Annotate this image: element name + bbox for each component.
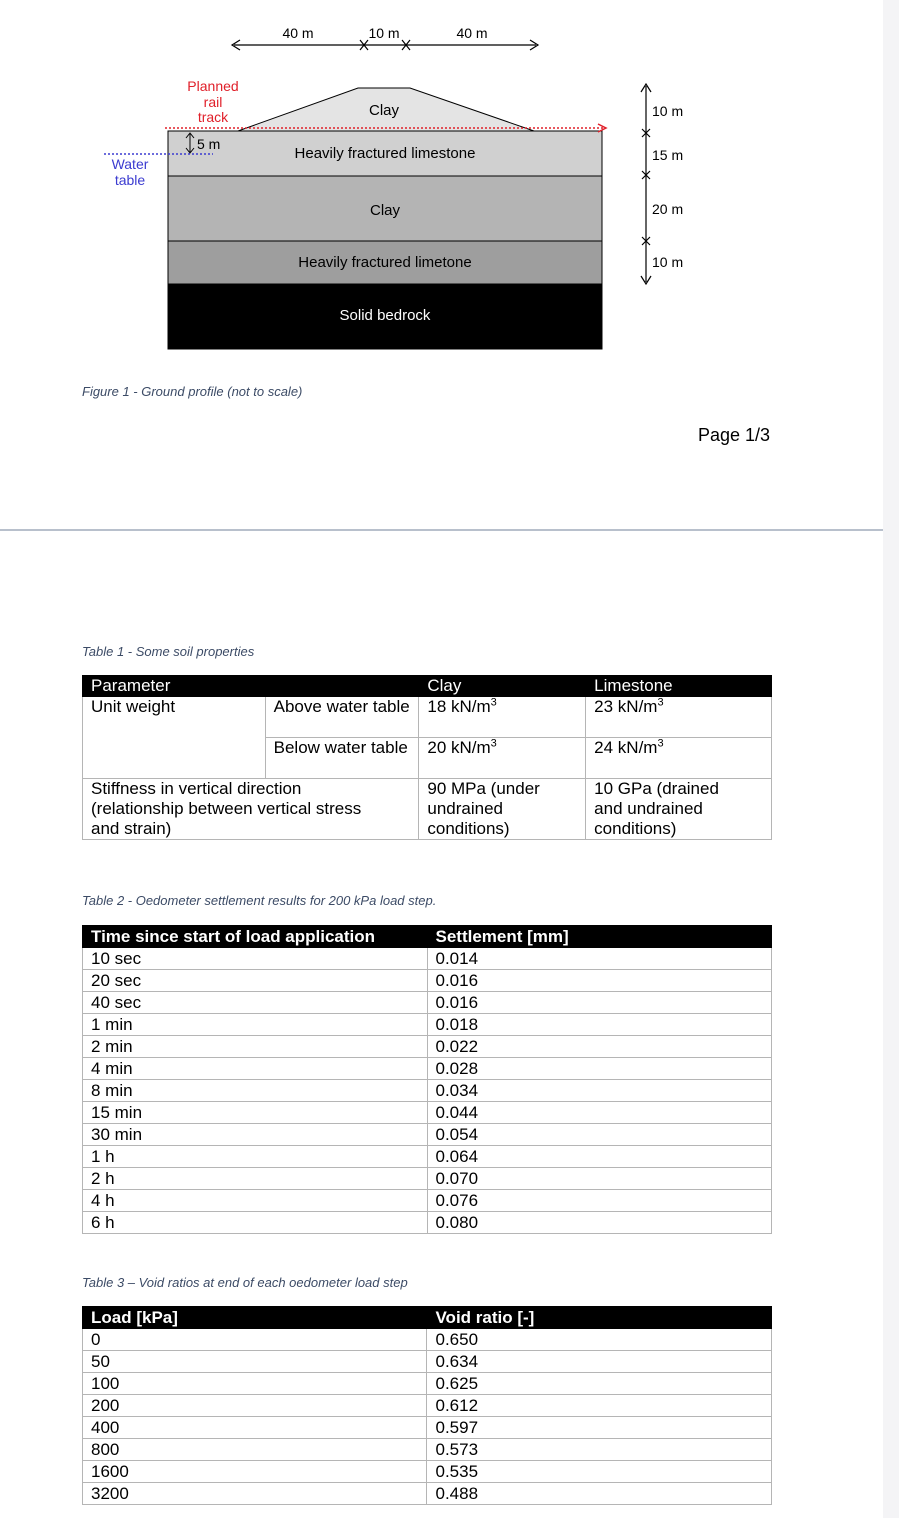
void-ratio-row: [83, 1483, 772, 1505]
settlement-row-cell: 10 sec: [83, 948, 428, 970]
void-ratio-row-cell: 0.650: [427, 1329, 772, 1351]
table2-header-row: [83, 926, 772, 948]
settlement-row-cell: 40 sec: [83, 992, 428, 1014]
void-ratio-row: [83, 1417, 772, 1439]
settlement-row-cell: 1 min: [83, 1014, 428, 1036]
settlement-row-cell: 0.022: [427, 1036, 772, 1058]
below-water-label: Below water table: [265, 738, 419, 779]
void-ratio-table: [82, 1306, 772, 1505]
dim-right-4: 10 m: [652, 254, 684, 270]
void-ratio-row-cell: 0.488: [427, 1483, 772, 1505]
table1-header-clay: Clay: [419, 676, 586, 697]
table1-header-row: [83, 676, 772, 697]
settlement-table: [82, 925, 772, 1234]
clay-above-exp: 3: [490, 696, 497, 709]
settlement-row: [83, 1146, 772, 1168]
void-ratio-row-cell: 0.535: [427, 1461, 772, 1483]
settlement-row: [83, 1168, 772, 1190]
settlement-row-cell: 8 min: [83, 1080, 428, 1102]
stiffness-label: Stiffness in vertical direction (relationship between vertical stress and strain): [83, 779, 419, 840]
table1-row-stiffness: [83, 779, 772, 840]
clay-above-value: 18 kN/m: [427, 697, 491, 716]
settlement-row-cell: 20 sec: [83, 970, 428, 992]
settlement-row: [83, 1014, 772, 1036]
ground-profile-figure: [0, 0, 883, 410]
settlement-row-cell: 4 min: [83, 1058, 428, 1080]
settlement-row: [83, 1102, 772, 1124]
lime-below-value: 24 kN/m: [594, 738, 658, 757]
right-margin-strip: [883, 0, 899, 1518]
lime-above-value: 23 kN/m: [594, 697, 658, 716]
settlement-row: [83, 1212, 772, 1234]
settlement-row: [83, 1124, 772, 1146]
table3-header-row: [83, 1307, 772, 1329]
void-ratio-row-cell: 0.625: [427, 1373, 772, 1395]
layer-label-bedrock: Solid bedrock: [339, 307, 431, 324]
dim-right-3: 20 m: [652, 201, 684, 217]
dim-top-mid: 10 m: [368, 25, 400, 41]
void-ratio-row: [83, 1461, 772, 1483]
rail-label-line1: Planned: [187, 78, 239, 94]
table3-header-void: Void ratio [-]: [427, 1307, 772, 1329]
dim-top-left: 40 m: [282, 25, 314, 41]
settlement-row: [83, 992, 772, 1014]
settlement-row-cell: 0.080: [427, 1212, 772, 1234]
page-number: Page 1/3: [698, 425, 771, 445]
water-table-label-line1: Water: [111, 156, 149, 172]
table1-caption: Table 1 - Some soil properties: [82, 644, 255, 659]
dim-top-right: 40 m: [456, 25, 488, 41]
settlement-row-cell: 2 h: [83, 1168, 428, 1190]
table2-body: [83, 948, 772, 1234]
void-ratio-row-cell: 100: [83, 1373, 427, 1395]
settlement-row-cell: 0.014: [427, 948, 772, 970]
stiffness-limestone: 10 GPa (drained and undrained conditions): [586, 779, 772, 840]
clay-above-cell: [419, 697, 586, 738]
lime-below-exp: 3: [657, 737, 664, 750]
clay-below-value: 20 kN/m: [427, 738, 491, 757]
table2-header-settlement: Settlement [mm]: [427, 926, 772, 948]
settlement-row-cell: 0.076: [427, 1190, 772, 1212]
five-m-label: 5 m: [197, 136, 221, 152]
settlement-row-cell: 15 min: [83, 1102, 428, 1124]
void-ratio-row: [83, 1439, 772, 1461]
dim-right-2: 15 m: [652, 147, 684, 163]
stiffness-clay: 90 MPa (under undrained conditions): [419, 779, 586, 840]
rail-label-line3: track: [197, 109, 229, 125]
lime-above-cell: [586, 697, 772, 738]
void-ratio-row-cell: 1600: [83, 1461, 427, 1483]
void-ratio-row-cell: 0.612: [427, 1395, 772, 1417]
figure-caption: Figure 1 - Ground profile (not to scale): [82, 384, 303, 399]
rail-label-line2: rail: [203, 94, 223, 110]
void-ratio-row-cell: 800: [83, 1439, 427, 1461]
layer-label-clay: Clay: [369, 202, 401, 219]
soil-properties-table: [82, 675, 772, 840]
table2-header-time: Time since start of load application: [83, 926, 428, 948]
settlement-row: [83, 1080, 772, 1102]
clay-below-exp: 3: [490, 737, 497, 750]
settlement-row: [83, 1190, 772, 1212]
void-ratio-row: [83, 1351, 772, 1373]
table2-caption: Table 2 - Oedometer settlement results for 200 kPa load step.: [82, 893, 437, 908]
layer-label-embankment: Clay: [368, 102, 400, 119]
void-ratio-row-cell: 400: [83, 1417, 427, 1439]
void-ratio-row: [83, 1395, 772, 1417]
table3-header-load: Load [kPa]: [83, 1307, 427, 1329]
table3-body: [83, 1329, 772, 1505]
void-ratio-row-cell: 0: [83, 1329, 427, 1351]
void-ratio-row-cell: 0.597: [427, 1417, 772, 1439]
page-separator: [0, 529, 883, 531]
settlement-row-cell: 0.070: [427, 1168, 772, 1190]
settlement-row-cell: 4 h: [83, 1190, 428, 1212]
settlement-row-cell: 1 h: [83, 1146, 428, 1168]
above-water-label: Above water table: [265, 697, 419, 738]
settlement-row-cell: 6 h: [83, 1212, 428, 1234]
void-ratio-row-cell: 3200: [83, 1483, 427, 1505]
void-ratio-row-cell: 50: [83, 1351, 427, 1373]
settlement-row-cell: 0.028: [427, 1058, 772, 1080]
dim-right-1: 10 m: [652, 103, 684, 119]
settlement-row-cell: 2 min: [83, 1036, 428, 1058]
settlement-row-cell: 0.018: [427, 1014, 772, 1036]
layer-label-limestone-lower: Heavily fractured limetone: [298, 254, 472, 271]
settlement-row-cell: 0.016: [427, 992, 772, 1014]
table3-caption: Table 3 – Void ratios at end of each oedometer load step: [82, 1275, 408, 1290]
void-ratio-row-cell: 0.634: [427, 1351, 772, 1373]
table1-header-parameter: Parameter: [83, 676, 419, 697]
settlement-row-cell: 0.054: [427, 1124, 772, 1146]
clay-below-cell: [419, 738, 586, 779]
void-ratio-row: [83, 1329, 772, 1351]
lime-above-exp: 3: [657, 696, 664, 709]
settlement-row-cell: 0.064: [427, 1146, 772, 1168]
unit-weight-label: Unit weight: [83, 697, 266, 779]
settlement-row-cell: 0.016: [427, 970, 772, 992]
void-ratio-row-cell: 0.573: [427, 1439, 772, 1461]
void-ratio-row: [83, 1373, 772, 1395]
settlement-row: [83, 1058, 772, 1080]
settlement-row-cell: 30 min: [83, 1124, 428, 1146]
table1-header-limestone: Limestone: [586, 676, 772, 697]
water-table-label-line2: table: [114, 172, 146, 188]
table1-row-above: [83, 697, 772, 738]
settlement-row: [83, 1036, 772, 1058]
layer-label-limestone-upper: Heavily fractured limestone: [294, 145, 476, 162]
settlement-row: [83, 948, 772, 970]
void-ratio-row-cell: 200: [83, 1395, 427, 1417]
settlement-row-cell: 0.034: [427, 1080, 772, 1102]
settlement-row-cell: 0.044: [427, 1102, 772, 1124]
settlement-row: [83, 970, 772, 992]
lime-below-cell: [586, 738, 772, 779]
